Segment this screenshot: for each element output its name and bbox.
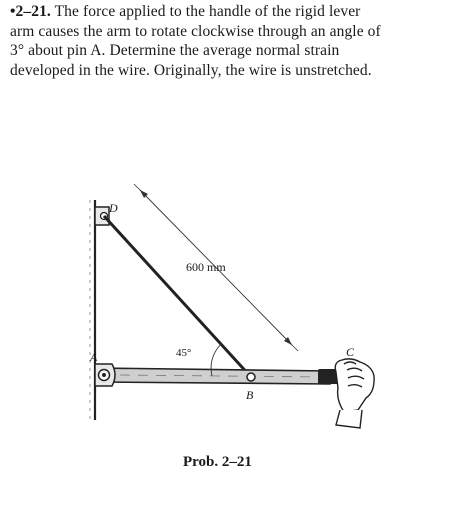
problem-line-1-text: The force applied to the handle of the rigid lever — [50, 3, 361, 20]
problem-line-4: developed in the wire. Originally, the wire is unstretched. — [10, 61, 372, 79]
label-b: B — [246, 388, 254, 402]
wire-length-label: 600 mm — [186, 260, 226, 274]
label-a: A — [90, 350, 98, 364]
problem-line-3: 3° about pin A. Determine the average normal strain — [10, 42, 340, 59]
angle-label: 45° — [176, 347, 192, 359]
lever-arm — [98, 368, 330, 384]
problem-number: •2–21. — [10, 3, 51, 20]
label-d: D — [109, 201, 118, 215]
problem-line-2: arm causes the arm to rotate clockwise through an angle of — [10, 22, 381, 40]
pin-b — [247, 373, 255, 381]
pin-a — [95, 364, 115, 386]
hand-icon — [335, 359, 374, 428]
label-c: C — [346, 345, 355, 359]
figure-caption: Prob. 2–21 — [183, 454, 252, 470]
pin-bracket-d — [95, 207, 109, 225]
